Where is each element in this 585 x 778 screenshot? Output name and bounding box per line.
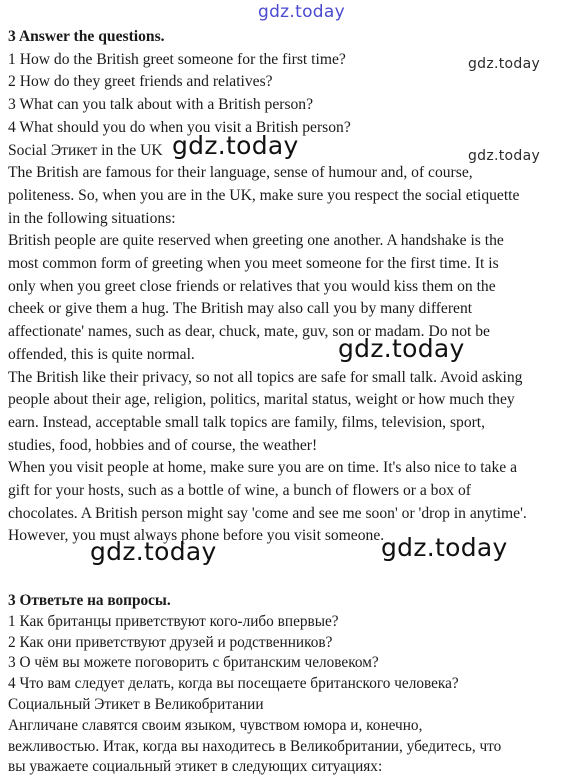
watermark-large: gdz.today [381, 533, 508, 562]
english-text-line: gift for your hosts, such as a bottle of wine, a bunch of flowers or a box of [8, 482, 471, 500]
russian-question-4: 4 Что вам следует делать, когда вы посещаете британского человека? [8, 675, 459, 693]
russian-heading: 3 Ответьте на вопросы. [8, 592, 171, 609]
russian-section [8, 591, 580, 778]
english-text-line: When you visit people at home, make sure you are on time. It's also nice to take a [8, 459, 518, 477]
english-text-line: cheek or give them a hug. The British may also call you by many different [8, 300, 473, 318]
russian-article-title: Социальный Этикет в Великобритании [8, 695, 264, 713]
english-question-4: 4 What should you do when you visit a British person? [8, 118, 351, 136]
english-section [8, 26, 580, 548]
english-text-line: politeness. So, when you are in the UK, make sure you respect the social etiquette [8, 186, 520, 204]
english-text-line: studies, food, hobbies and of course, the weather! [8, 436, 318, 454]
watermark-small: gdz.today [468, 56, 541, 72]
english-question-3: 3 What can you talk about with a British person? [8, 96, 314, 114]
russian-question-2: 2 Как они приветствуют друзей и родственников? [8, 633, 333, 651]
english-article-title: Social Этикет in the UK [8, 141, 163, 159]
watermark-large: gdz.today [172, 131, 299, 160]
english-text-line: The British like their privacy, so not all topics are safe for small talk. Avoid asking [8, 368, 523, 386]
russian-text-line: вы уважаете социальный этикет в следующих ситуациях: [8, 758, 383, 776]
english-text-line: However, you must always phone before you visit someone. [8, 527, 385, 545]
english-text-line: most common form of greeting when you meet someone for the first time. It is [8, 255, 499, 273]
watermark-small: gdz.today [468, 148, 541, 164]
english-question-1: 1 How do the British greet someone for the first time? [8, 50, 346, 68]
english-text-line: in the following situations: [8, 209, 176, 227]
watermark-top: gdz.today [258, 2, 345, 22]
english-text-line: The British are famous for their language, sense of humour and, of course, [8, 164, 473, 182]
english-heading: 3 Answer the questions. [8, 28, 165, 45]
russian-question-3: 3 О чём вы можете поговорить с британским человеком? [8, 654, 379, 672]
russian-question-1: 1 Как британцы приветствуют кого-либо впервые? [8, 612, 339, 630]
russian-text-line: Англичане славятся своим языком, чувством юмора и, конечно, [8, 716, 423, 734]
watermark-large: gdz.today [90, 537, 217, 566]
english-text-line: earn. Instead, acceptable small talk topics are family, films, television, sport, [8, 413, 486, 431]
watermark-large: gdz.today [338, 334, 465, 363]
russian-text-line: вежливостью. Итак, когда вы находитесь в Великобритании, убедитесь, что [8, 737, 502, 755]
english-text-line: affectionate' names, such as dear, chuck, mate, guv, son or madam. Do not be [8, 323, 490, 341]
english-question-2: 2 How do they greet friends and relatives? [8, 73, 273, 91]
english-text-line: people about their age, religion, politics, marital status, weight or how much they [8, 391, 515, 409]
english-text-line: chocolates. A British person might say 'come and see me soon' or 'drop in anytime'. [8, 504, 527, 522]
english-text-line: British people are quite reserved when greeting one another. A handshake is the [8, 232, 504, 250]
english-text-line: only when you greet close friends or relatives that you would kiss them on the [8, 277, 496, 295]
english-text-line: offended, this is quite normal. [8, 345, 195, 363]
